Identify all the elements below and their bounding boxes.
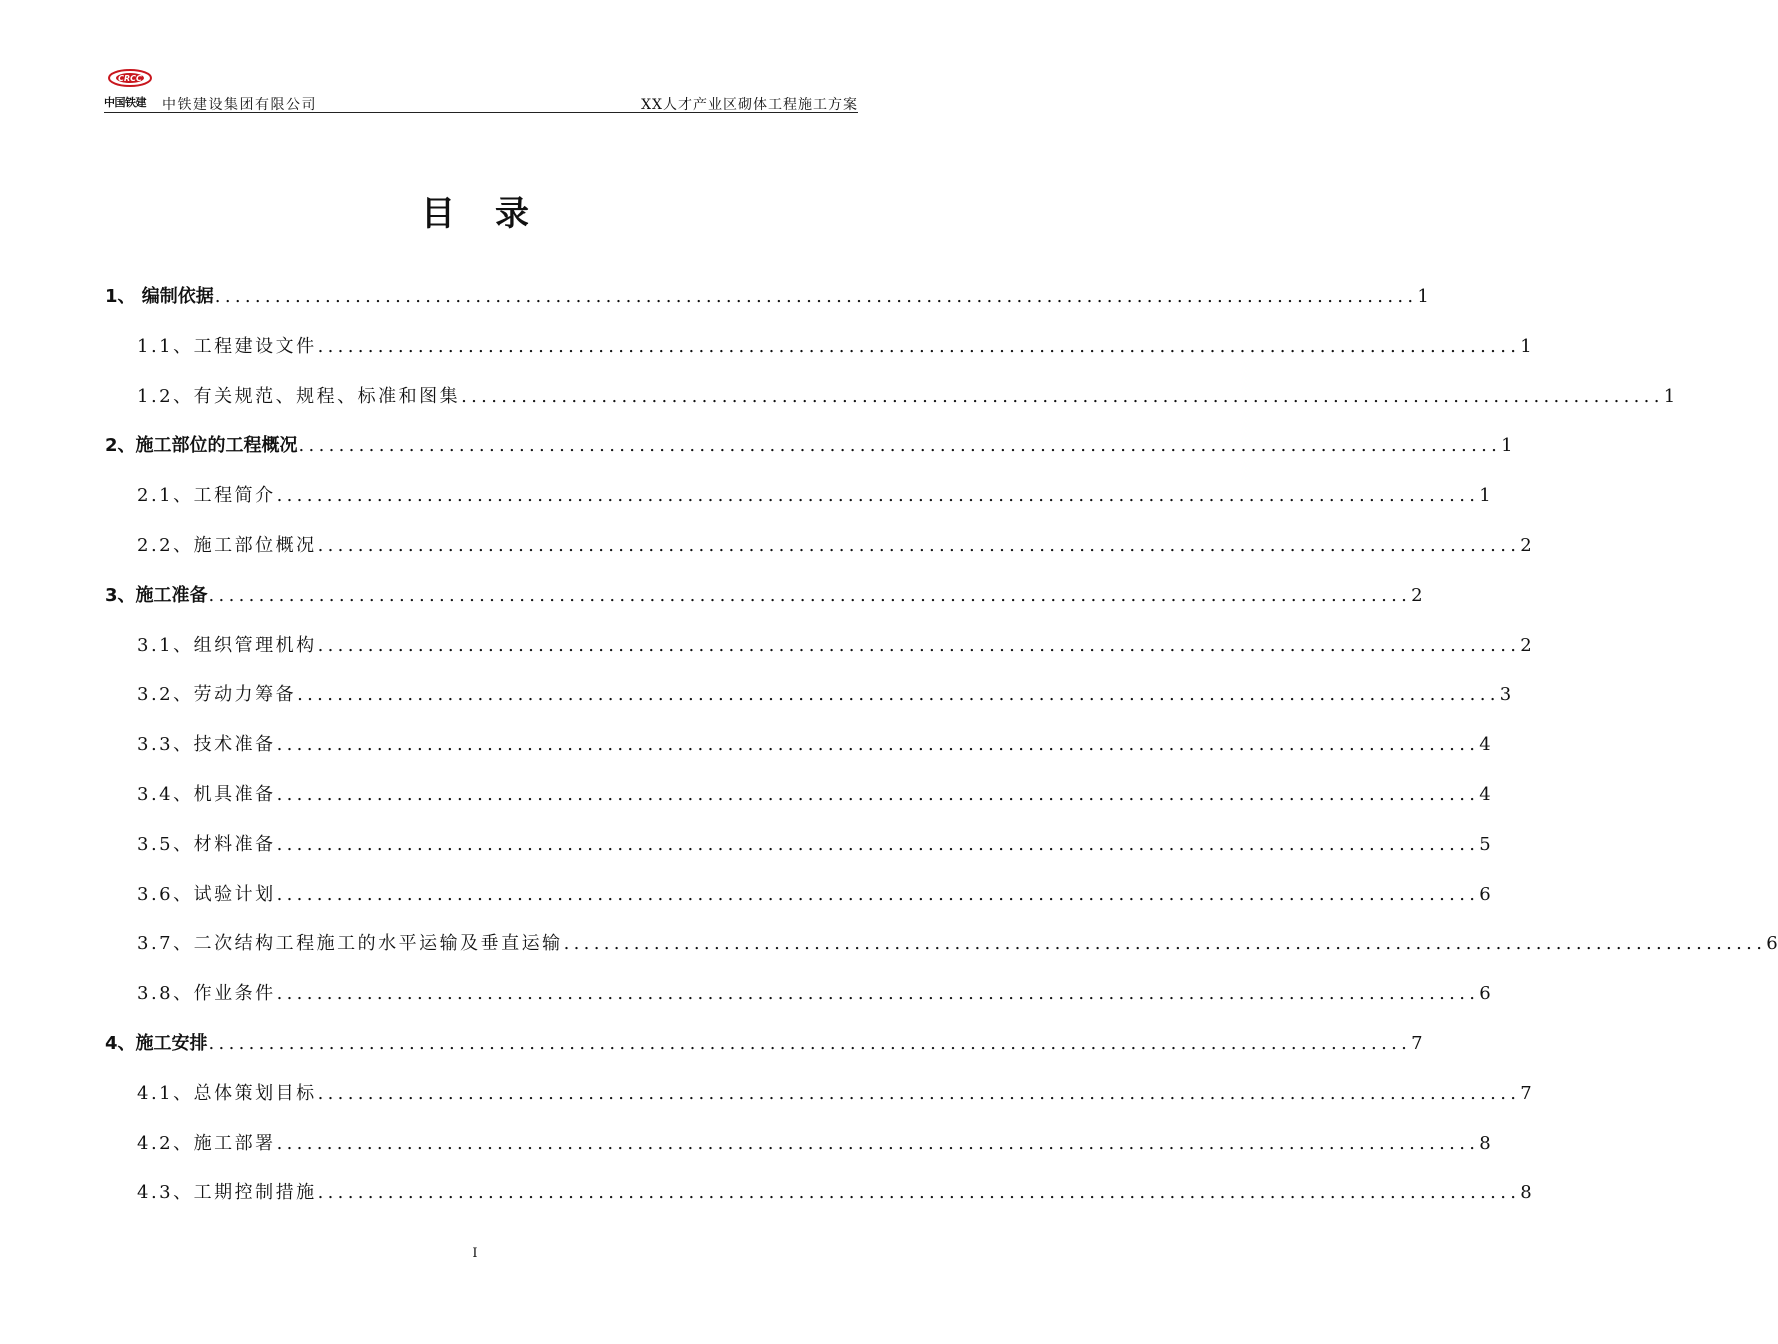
toc-entry[interactable]	[137, 830, 1491, 860]
toc-entry-page: 2	[1411, 584, 1423, 606]
toc-entry[interactable]	[137, 680, 1512, 710]
toc-leader-dots: ........................................................................................................................	[214, 286, 1418, 307]
toc-entry-page: 4	[1479, 784, 1491, 805]
toc-heading: 目录	[421, 194, 569, 234]
toc-entry-page: 6	[1766, 933, 1778, 955]
toc-entry-label: 3、施工准备	[105, 584, 208, 606]
toc-entry-page: 1	[1663, 385, 1676, 407]
toc-entry[interactable]	[105, 1029, 1423, 1059]
toc-entry[interactable]	[137, 1178, 1532, 1208]
toc-entry[interactable]	[105, 431, 1513, 461]
toc-leader-dots: ........................................................................................................................	[317, 634, 1521, 656]
toc-entry-label: 4.1、总体策划目标	[137, 1082, 317, 1104]
toc-entry[interactable]	[137, 631, 1532, 661]
toc-entry[interactable]	[137, 730, 1491, 760]
toc-entry-label: 2、施工部位的工程概况	[105, 435, 298, 457]
toc-entry-page: 7	[1411, 1033, 1423, 1054]
document-title: XX人才产业区砌体工程施工方案	[641, 97, 858, 113]
toc-entry-label: 4.2、施工部署	[137, 1132, 276, 1154]
toc-entry[interactable]	[137, 880, 1491, 910]
toc-entry-label: 3.2、劳动力筹备	[137, 684, 297, 706]
toc-leader-dots: ........................................................................................................................	[461, 385, 1664, 407]
logo-mark-text: CRCC	[118, 74, 142, 83]
toc-entry-label: 3.4、机具准备	[137, 784, 276, 805]
page-header	[104, 66, 858, 113]
toc-entry-label: 3.7、二次结构工程施工的水平运输及垂直运输	[137, 933, 563, 955]
toc-entry[interactable]	[137, 979, 1491, 1009]
toc-entry[interactable]	[137, 382, 1676, 412]
toc-entry[interactable]	[105, 581, 1423, 611]
toc-leader-dots: ........................................................................................................................	[317, 335, 1521, 357]
toc-leader-dots: ........................................................................................................................	[298, 435, 1502, 457]
toc-entry[interactable]	[137, 531, 1532, 561]
toc-entry-label: 4、施工安排	[105, 1033, 208, 1054]
toc-entry-label: 3.3、技术准备	[137, 734, 276, 756]
toc-entry[interactable]	[137, 1129, 1491, 1159]
toc-leader-dots: ........................................................................................................................	[276, 734, 1480, 756]
crcc-logo-icon	[104, 66, 156, 110]
page-number: I	[472, 1246, 478, 1261]
toc-leader-dots: ........................................................................................................................	[276, 833, 1480, 855]
toc-entry-label: 3.6、试验计划	[137, 883, 276, 905]
company-name: 中铁建设集团有限公司	[162, 97, 317, 113]
toc-entry-page: 1	[1479, 485, 1491, 507]
toc-entry-label: 3.8、作业条件	[137, 983, 276, 1005]
toc-leader-dots: ........................................................................................................................	[276, 784, 1480, 805]
toc-entry-label: 2.1、工程简介	[137, 485, 276, 507]
toc-leader-dots: ........................................................................................................................	[563, 933, 1767, 955]
toc-entry-label: 2.2、施工部位概况	[137, 535, 317, 556]
toc-entry[interactable]	[105, 282, 1429, 312]
toc-entry-page: 6	[1479, 883, 1491, 905]
toc-entry-page: 2	[1520, 634, 1532, 656]
toc-leader-dots: ........................................................................................................................	[317, 1082, 1521, 1104]
toc-entry-label: 4.3、工期控制措施	[137, 1182, 317, 1204]
toc-entry-label: 3.1、组织管理机构	[137, 634, 317, 656]
toc-entry[interactable]	[137, 332, 1532, 362]
toc-entry-label: 3.5、材料准备	[137, 833, 276, 855]
toc-leader-dots: ........................................................................................................................	[317, 1182, 1521, 1204]
toc-leader-dots: ........................................................................................................................	[208, 584, 1412, 606]
toc-entry-page: 8	[1520, 1182, 1532, 1204]
toc-entry-page: 1	[1501, 435, 1513, 457]
toc-leader-dots: ........................................................................................................................	[276, 1132, 1480, 1154]
logo-text: 中国铁建	[104, 96, 146, 109]
toc-entry-page: 5	[1479, 833, 1491, 855]
toc-entry-page: 1	[1520, 335, 1532, 357]
toc-entry-page: 8	[1479, 1132, 1491, 1154]
toc-entry[interactable]	[137, 780, 1491, 810]
toc-leader-dots: ........................................................................................................................	[297, 684, 1500, 706]
toc-entry-page: 3	[1499, 684, 1512, 706]
toc-leader-dots: ........................................................................................................................	[276, 983, 1480, 1005]
toc-entry-page: 6	[1479, 983, 1491, 1005]
toc-leader-dots: ........................................................................................................................	[276, 883, 1480, 905]
toc-leader-dots: ........................................................................................................................	[317, 535, 1521, 556]
toc-entry-page: 2	[1520, 535, 1532, 556]
toc-entry-page: 4	[1479, 734, 1491, 756]
toc-entry-page: 7	[1520, 1082, 1532, 1104]
toc-entry[interactable]	[137, 1079, 1532, 1109]
toc-leader-dots: ........................................................................................................................	[208, 1033, 1412, 1054]
toc-entry-label: 1.2、有关规范、规程、标准和图集	[137, 385, 461, 407]
toc-entry[interactable]	[137, 929, 1778, 959]
toc-entry-page: 1	[1417, 286, 1429, 307]
toc-leader-dots: ........................................................................................................................	[276, 485, 1480, 507]
toc-entry-label: 1.1、工程建设文件	[137, 335, 317, 357]
toc-entry[interactable]	[137, 481, 1491, 511]
toc-entry-label: 1、 编制依据	[105, 286, 214, 307]
